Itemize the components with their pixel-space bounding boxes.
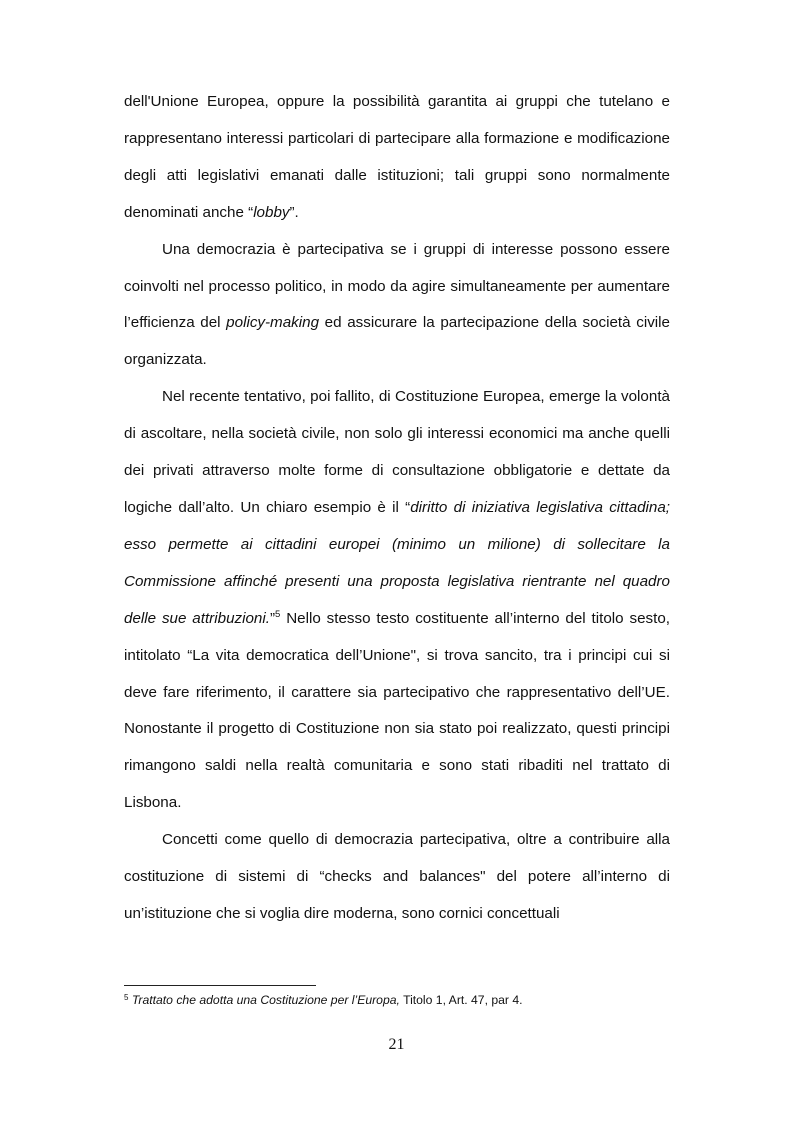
footnote-reference[interactable]: 5 — [275, 608, 281, 620]
italic-term: policy-making — [226, 314, 320, 332]
paragraph-text: ed assicurare la partecipazione della società civile organizzata. — [124, 314, 670, 369]
paragraph-1 — [124, 84, 670, 232]
page-body — [124, 84, 670, 933]
footnote-divider — [124, 985, 316, 986]
paragraph-3 — [124, 379, 670, 822]
paragraph-text: Una democrazia è partecipativa se i gruppi di interesse possono essere coinvolti nel processo politico, in modo da agire simultaneamente per aumentare l’efficienza del — [124, 240, 670, 332]
paragraph-4 — [124, 822, 670, 933]
page-number: 21 — [388, 1036, 405, 1053]
paragraph-2 — [124, 232, 670, 380]
paragraph-text: Nello stesso testo costituente all’interno del titolo sesto, intitolato “La vita democratica dell’Unione", si trova sancito, tra i principi cui si deve fare riferimento, il carattere sia partecipativo che rappresentativo dell’UE. Nonostante il progetto di Costituzione non sia stato poi realizzato, questi principi rimangono saldi nella realtà comunitaria e sono stati ribaditi nel trattato di Lisbona. — [124, 609, 670, 812]
italic-term: lobby — [253, 203, 290, 221]
footnote — [124, 992, 684, 1008]
paragraph-text: dell'Unione Europea, oppure la possibilità garantita ai gruppi che tutelano e rappresentano interessi particolari di partecipare alla formazione e modificazione degli atti legislativi emanati dalle istituzioni; tali gruppi sono normalmente denominati anche “ — [124, 93, 670, 221]
footnote-text: Titolo 1, Art. 47, par 4. — [399, 993, 523, 1007]
paragraph-text: ”. — [289, 203, 299, 221]
paragraph-text: ” — [269, 609, 276, 627]
italic-quote: diritto di iniziativa legislativa cittadina; esso permette ai cittadini europei (minimo un milione) di sollecitare la Commissione affinché presenti una proposta legislativa rientrante nel quadro delle sue attribuzioni. — [124, 498, 670, 627]
footnote-number: 5 — [124, 993, 129, 1002]
paragraph-text: Nel recente tentativo, poi fallito, di Costituzione Europea, emerge la volontà di ascoltare, nella società civile, non solo gli interessi economici ma anche quelli dei privati attraverso molte forme di consultazione obbligatorie e dettate da logiche dall’alto. Un chiaro esempio è il “ — [124, 388, 670, 516]
paragraph-text: Concetti come quello di democrazia partecipativa, oltre a contribuire alla costituzione di sistemi di “checks and balances" del potere all’interno di un’istituzione che si voglia dire moderna, sono cornici concettuali — [124, 831, 670, 922]
footnote-title: Trattato che adotta una Costituzione per l’Europa, — [131, 993, 400, 1007]
